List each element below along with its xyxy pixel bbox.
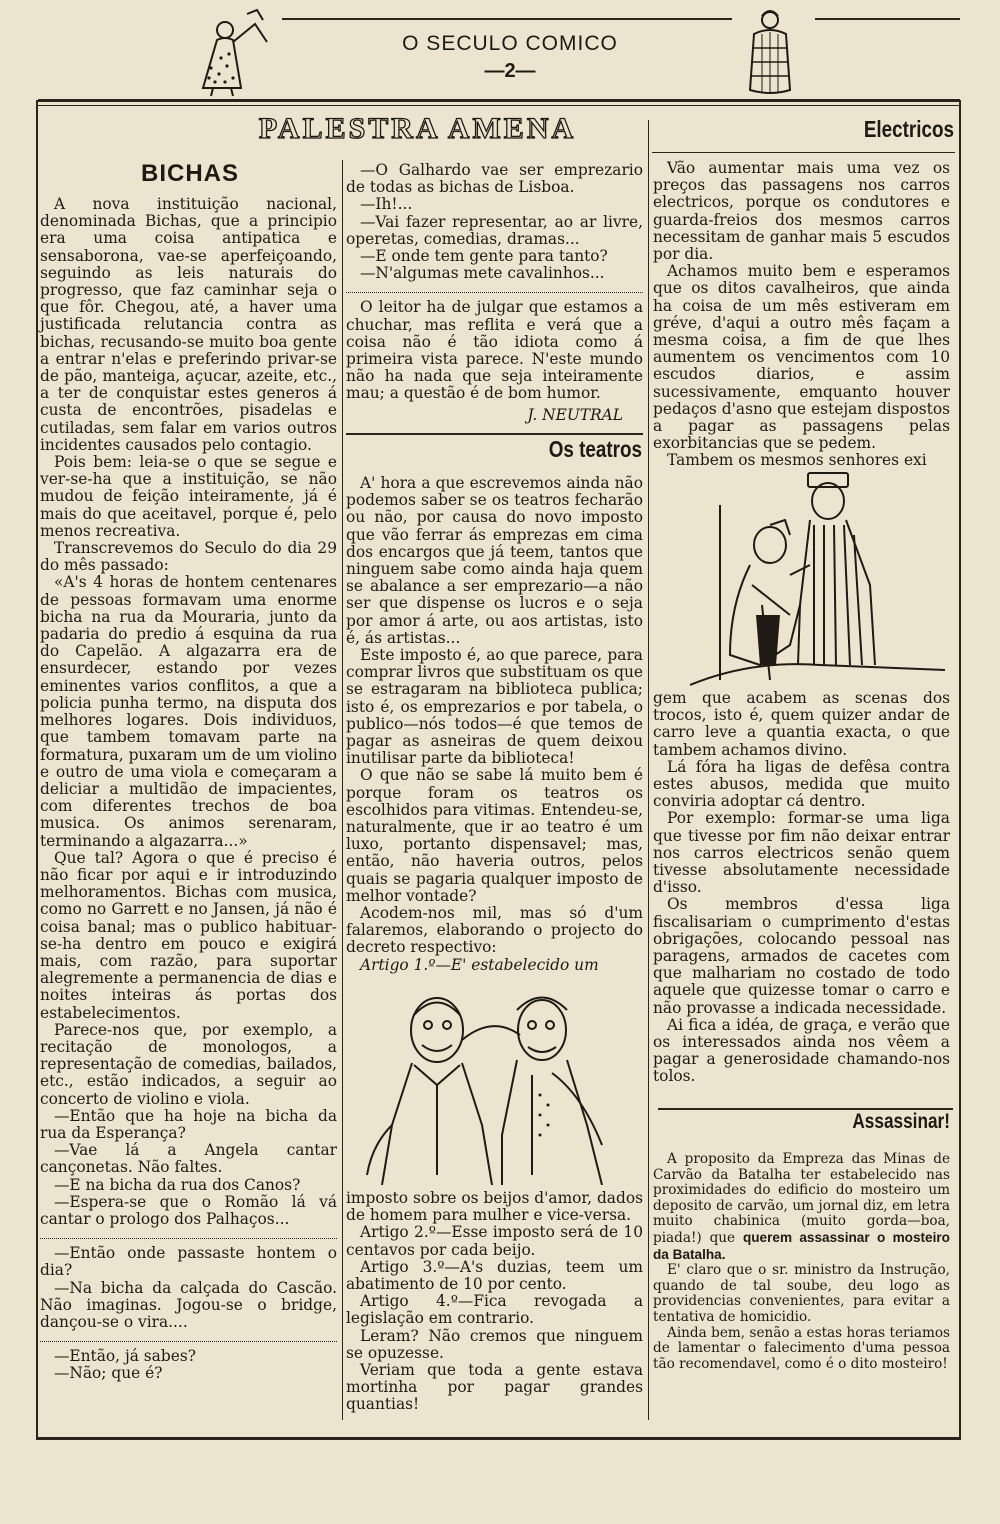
electricos-paragraph: Achamos muito bem e esperamos que os ditos cavalheiros, que ainda ha coisa de um mês estiveram em gréve, d'aqui a outro mês façam a mesma coisa, a fim de que lhes aumentem os vencimentos com 10 escudos diarios, e assim sucessivamente, emquanto houver pedaços d'asno que estejam dispostos a pagar as passagens pelas exorbitancias que se pedem. xyxy=(653,262,950,453)
electricos-paragraph: Ai fica a idéa, de graça, e verão que os interessados ainda nos vêem a pagar a generosidade chamando-nos tolos. xyxy=(653,1015,950,1086)
column-rule-2 xyxy=(648,120,649,1420)
page-number: —2— xyxy=(484,60,536,82)
teatros-paragraph: Este imposto é, ao que parece, para comprar livros que substituam os que se estragaram na biblioteca publica; isto é, os emprezarios e por tabela, o publico—nós todos—é que temos de pagar as asneiras de quem deixou inutilisar parte da biblioteca! xyxy=(346,646,643,768)
dialogue-line: —Então que ha hoje na bicha da rua da Esperança? xyxy=(40,1106,337,1142)
electricos-paragraph: Tambem os mesmos senhores exi xyxy=(667,451,927,470)
electricos-paragraph: Por exemplo: formar-se uma liga que tivesse por fim não deixar entrar nos carros electricos senão quem tivesse absolutamente necessidade d'isso. xyxy=(653,809,950,897)
electricos-paragraph: Os membros d'essa liga fiscalisariam o cumprimento d'estas obrigações, colocando pessoal nas paragens, armados de cacetes com que malhariam no costado de todo aquele que quizesse tomar o carro e não provasse a indicada necessidade. xyxy=(653,895,950,1017)
electricos-heading: Electricos xyxy=(863,116,954,142)
assassinar-column xyxy=(653,1152,950,1372)
masthead-rule-top-right xyxy=(815,18,960,20)
palestra-paragraph: Pois bem: leia-se o que se segue e ver-se-ha que a instituição, se não mudou de feição inteiramente, já é mais do que aceitavel, porque é, pelo menos recreativa. xyxy=(40,453,337,540)
tram-conductor-cartoon xyxy=(690,465,945,690)
masthead-rule-bottom xyxy=(38,99,960,102)
teatros-paragraph: Artigo 1.º—E' estabelecido um xyxy=(360,955,599,974)
assassinar-paragraph: E' claro que o sr. ministro da Instrução, quando de tal soube, deu logo as providencias convenientes, para evitar a tentativa de homicidio. xyxy=(653,1262,950,1325)
masthead-woman-illustration xyxy=(185,8,275,98)
bichas-subheading: BICHAS xyxy=(140,160,239,187)
palestra-quote: «A's 4 horas de hontem centenares de pessoas formavam uma enorme bicha na rua da Mouraria, junto da padaria do predio á esquina da rua do Capelão. A algazarra era de ensurdecer, estando por vezes eminentes varios conflitos, a que a policia punha termo, na disputa dos melhores logares. Dois individuos, que tambem tomavam parte na formatura, puxaram um de um violino e outro de uma viola e começaram a deliciar a multidão de impacientes, com diferentes trechos de boa musica. Os animos serenaram, terminando a algazarra...» xyxy=(40,573,337,850)
teatros-article: Artigo 2.º—Esse imposto será de 10 centavos por cada beijo. xyxy=(346,1223,643,1259)
teatros-article: Artigo 3.º—A's duzias, teem um abatimento de 10 por cento. xyxy=(346,1257,643,1294)
palestra-paragraph: Que tal? Agora o que é preciso é não ficar por aqui e ir introduzindo melhoramentos. Bichas com musica, como no Garrett e no Jansen, já não é coisa banal; mas o publico habituar-se-ha dentro em pouco e exigirá mais, com razão, para suportar alegremente a permanencia de dias e noites inteiras ás portas dos estabelecimentos. xyxy=(40,848,337,1022)
teatros-paragraph: Acodem-nos mil, mas só d'um falaremos, elaborando o projecto do decreto respectivo: xyxy=(346,904,643,957)
teatros-paragraph: Veriam que toda a gente estava mortinha por pagar grandes quantias! xyxy=(346,1361,643,1414)
electricos-divider xyxy=(652,152,955,153)
dialogue-line: —Ih!... xyxy=(360,195,413,214)
electricos-column-continued xyxy=(653,690,950,1086)
frame-left-rule xyxy=(36,100,38,1440)
dialogue-line: —Vai fazer representar, ao ar livre, operetas, comedias, dramas... xyxy=(346,212,643,248)
teatros-heading: Os teatros xyxy=(548,436,642,462)
teatros-column-continued xyxy=(346,1190,643,1414)
dialogue-line: —Não; que é? xyxy=(54,1364,163,1383)
dialogue-line: —Então onde passaste hontem o dia? xyxy=(40,1244,337,1280)
dialogue-line: —E onde tem gente para tanto? xyxy=(360,247,608,266)
frame-right-rule xyxy=(959,100,961,1440)
teatros-column xyxy=(346,475,643,974)
assassinar-paragraph xyxy=(653,1152,950,1263)
teatros-paragraph: imposto sobre os beijos d'amor, dados de homem para mulher e vice-versa. xyxy=(346,1189,643,1225)
dialogue-line: —N'algumas mete cavalinhos... xyxy=(360,264,605,283)
palestra-paragraph: A nova instituição nacional, denominada Bichas, que a principio era uma coisa antipatica e sensaborona, vae-se aperfeiçoando, seguindo as leis naturais do progresso, que faz caminhar seja o que fôr. Chegou, até, a haver uma justificada relutancia contra as bichas, recusando-se muito boa gente a entrar n'elas e preferindo privar-se de pão, manteiga, açucar, azeite, etc., a ter de conquistar estes generos á custa de encontrões, pisadelas e cutiladas, sem falar em varios outros incidentes causados pelo contagio. xyxy=(40,195,337,454)
palestra-paragraph: O leitor ha de julgar que estamos a chuchar, mas reflita e verá que a coisa não é tão idiota como á primeira vista parece. N'este mundo não ha nada que seja inteiramente mau; a questão é de bom humor. xyxy=(346,298,643,403)
electricos-paragraph: Lá fóra ha ligas de defêsa contra estes abusos, medida que muito conviria adoptar cá dentro. xyxy=(653,757,950,811)
teatros-paragraph: O que não se sabe lá muito bem é porque foram os teatros os escolhidos para vitimas. Entendeu-se, naturalmente, que ir ao teatro é um luxo, portanto dispensavel; mas, então, não haveria outros, pelos quais se pagaria qualquer imposto de melhor vontade? xyxy=(346,766,643,905)
teatros-article: Artigo 4.º—Fica revogada a legislação em contrario. xyxy=(346,1292,643,1328)
masthead-rule-top-left xyxy=(282,18,732,20)
column-rule-1 xyxy=(342,160,343,1420)
teatros-paragraph: Leram? Não cremos que ninguem se opuzesse. xyxy=(346,1326,643,1362)
dialogue-line: —Espera-se que o Romão lá vá cantar o prologo dos Palhaços... xyxy=(40,1192,337,1228)
dialogue-line: —Então, já sabes? xyxy=(54,1347,196,1366)
teatros-paragraph: A' hora a que escrevemos ainda não podemos saber se os teatros fecharão ou não, por causa do novo imposto que vão ferrar ás emprezas em cima dos encargos que já teem, tantos que ninguem sabe como ainda haja quem se abalance a ser emprezario—a não ser que dispense os lucros e o seja por amor á arte, ou aos artistas, isto é, ás artistas... xyxy=(346,474,643,647)
palestra-paragraph: Parece-nos que, por exemplo, a recitação de monologos, a representação de comedias, bailados, etc., estão indicados, a seguir ao concerto de violino e viola. xyxy=(40,1020,337,1108)
electricos-paragraph: gem que acabem as scenas dos trocos, isto é, quem quizer andar de carro leve a quantia exacta, o que tambem achamos divino. xyxy=(653,689,950,759)
dotted-separator xyxy=(346,286,643,293)
palestra-column-1 xyxy=(40,196,337,1383)
frame-bottom-rule xyxy=(36,1437,961,1440)
teatros-divider xyxy=(346,433,643,435)
dialogue-line: —Na bicha da calçada do Cascão. Não imaginas. Jogou-se o bridge, dançou-se o vira.... xyxy=(40,1278,337,1331)
dotted-separator xyxy=(40,1335,337,1342)
electricos-column xyxy=(653,160,950,470)
dialogue-line: —Vae lá a Angela cantar cançonetas. Não faltes. xyxy=(40,1141,337,1177)
palestra-paragraph: Transcrevemos do Seculo do dia 29 do mês passado: xyxy=(40,539,337,575)
masthead-title: O SECULO COMICO xyxy=(402,32,618,55)
dotted-separator xyxy=(40,1232,337,1239)
assassinar-bold-text: querem assassinar o mosteiro da Batalha. xyxy=(653,1229,950,1262)
signature: J. NEUTRAL xyxy=(527,405,623,424)
electricos-paragraph: Vão aumentar mais uma vez os preços das passagens nos carros electricos, porque os condutores e guarda-freios dos mesmos carros necessitam de ganhar mais 5 escudos por dia. xyxy=(653,159,950,264)
dialogue-line: —O Galhardo vae ser emprezario de todas as bichas de Lisboa. xyxy=(346,161,643,197)
masthead-rule-bottom-thin xyxy=(38,105,960,106)
assassinar-text: A proposito da Empreza das Minas de Carvão da Batalha ter estabelecido nas proximidades do edificio do mosteiro um deposito de carvão, um jornal diz, em letra muito chabinica (muito gorda—boa, piada!) que xyxy=(653,1151,950,1246)
assassinar-paragraph: Ainda bem, senão a estas horas teriamos de lamentar o falecimento d'uma pessoa tão recomendavel, como é o dito mosteiro! xyxy=(653,1324,950,1372)
masthead-barrel-illustration xyxy=(740,6,800,98)
palestra-column-2 xyxy=(346,162,643,424)
two-men-cartoon xyxy=(352,985,637,1185)
assassinar-heading: Assassinar! xyxy=(852,1110,950,1133)
palestra-amena-heading: PALESTRA AMENA xyxy=(258,112,577,145)
dialogue-line: —E na bicha da rua dos Canos? xyxy=(54,1175,301,1194)
